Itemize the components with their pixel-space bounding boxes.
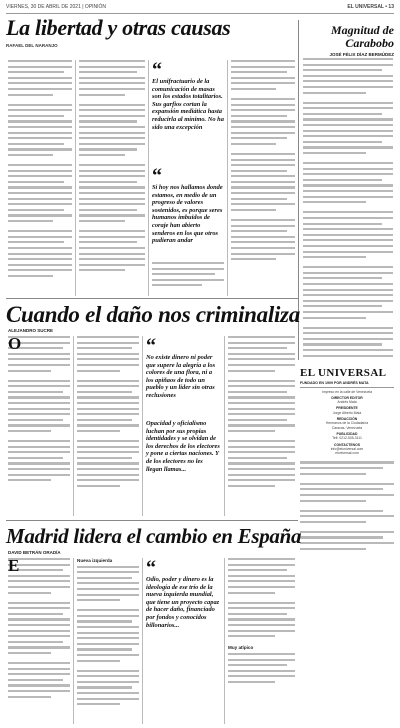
board-line: Telf. 0212-505-3111: [332, 436, 362, 441]
board-line: eluniversal.com: [335, 451, 359, 456]
date-section: VIERNES, 30 DE ABRIL DE 2021 | OPINIÓN: [6, 4, 107, 10]
board-line: Andrés Mata: [337, 400, 357, 405]
article3-pullquote: [146, 557, 220, 629]
column-rule: [148, 60, 149, 296]
page-info: EL UNIVERSAL • 13: [347, 4, 394, 10]
article3-col1: [8, 558, 70, 724]
article1-pullquote1: [152, 59, 224, 131]
column-rule: [224, 558, 225, 724]
article1-header: [6, 16, 294, 48]
section-divider: [6, 298, 298, 299]
article3-col2: [77, 558, 139, 724]
article2-pullquote2: [146, 420, 220, 473]
quote-mark-icon: “: [152, 59, 162, 81]
quote-mark-icon: “: [146, 335, 156, 357]
subhead: Muy atípico: [228, 645, 254, 651]
article2-col4: [228, 336, 295, 516]
board-heading: PUBLICIDAD: [336, 431, 358, 436]
pullquote-text: El unifractuario de la comunicación de masas son los estados totalitarios. Sus garfios cortan la expansión mediática hasta reducirla al mínimo. No ha sido una excepción: [152, 78, 224, 131]
column-rule: [73, 558, 74, 724]
board-line: Impreso en la calle de Venezuela: [322, 389, 372, 394]
board-heading: CONTACTENOS: [334, 442, 360, 447]
masthead-board: [300, 390, 394, 456]
article3-col4: [228, 558, 295, 724]
pullquote-text: Si hoy nos hallamos donde estamos, en medio de un progreso de valores sostenidos, es porque seres humanos imbuidos de coraje han abierto senderos en los que otros pudieran andar: [152, 184, 223, 245]
article1-col4: [231, 60, 295, 295]
dropcap: E: [8, 558, 20, 575]
dropcap: O: [8, 336, 22, 353]
masthead-rule: [300, 387, 394, 388]
article3-author: DAVID BETRÁN ORADÍA: [8, 550, 61, 555]
masthead-brand: EL UNIVERSAL: [300, 367, 387, 379]
article1-col1: [8, 60, 72, 295]
article2-col2: [77, 336, 139, 516]
quote-mark-icon: “: [152, 165, 162, 187]
sidebar-article-body: [303, 58, 393, 358]
board-line: Jorge Alberto Mata: [332, 410, 362, 415]
column-rule: [142, 558, 143, 724]
quote-mark-icon: “: [146, 557, 156, 579]
page-header: [6, 4, 394, 14]
article3-title: Madrid lidera el cambio en España: [6, 524, 302, 548]
column-rule: [142, 336, 143, 516]
article2-pullquote1: [146, 335, 220, 400]
sidebar-author: JOSÉ FÉLIX DÍAZ BERMÚDEZ: [329, 52, 394, 57]
column-rule: [73, 336, 74, 516]
masthead: [300, 367, 394, 611]
subhead: Nueva izquierda: [77, 558, 113, 563]
board-line: Hermanos de la Ciudadanía: [325, 421, 369, 426]
article1-col3-tail: [152, 262, 224, 295]
pullquote-text: Opacidad y oficialismo luchan por sus propias identidades y se olvidan de los derechos de los electores y pone a ciertas naciones. Y de los electores no les llegan llamas...: [146, 420, 220, 473]
article1-title: La libertad y otras causas: [6, 15, 231, 40]
sidebar-title: Magnitud de Carabobo: [330, 23, 394, 50]
masthead-details: [300, 461, 394, 611]
board-heading: PRESIDENTE: [336, 406, 358, 411]
board-heading: REDACCIÓN: [336, 417, 358, 422]
board-heading: DIRECTOR EDITOR: [331, 395, 363, 400]
board-line: info@eluniversal.com: [330, 446, 364, 451]
article2-title: Cuando el daño nos criminaliza: [6, 302, 300, 327]
section-divider: [6, 520, 298, 521]
pullquote-text: No existe dinero ni poder que supere la alegría a los colores de una flora, ni a los apiñaos de todo un pueblo y un líder sin otras reclusiones: [146, 354, 216, 399]
article2-col1: [8, 336, 70, 516]
article1-author: RAFAEL DEL NARANJO: [6, 43, 58, 48]
column-rule: [224, 336, 225, 516]
column-rule: [227, 60, 228, 296]
article2-author: ALEJANDRO SUCRE: [8, 328, 54, 333]
sidebar-article-header: [302, 24, 394, 57]
pullquote-text: Odio, poder y dinero es la ideología de ese trío de la nueva izquierda mundial, que tiene un proyecto capaz de hacer daño, financiado por fondos y conocidos billonarios...: [146, 576, 220, 629]
board-line: Caracas, Venezuela: [331, 425, 363, 430]
article1-pullquote2: [152, 165, 224, 245]
article1-col2: [79, 60, 145, 295]
masthead-founded: FUNDADO EN 1909 POR ANDRÉS MATA: [300, 381, 369, 385]
column-rule: [75, 60, 76, 296]
